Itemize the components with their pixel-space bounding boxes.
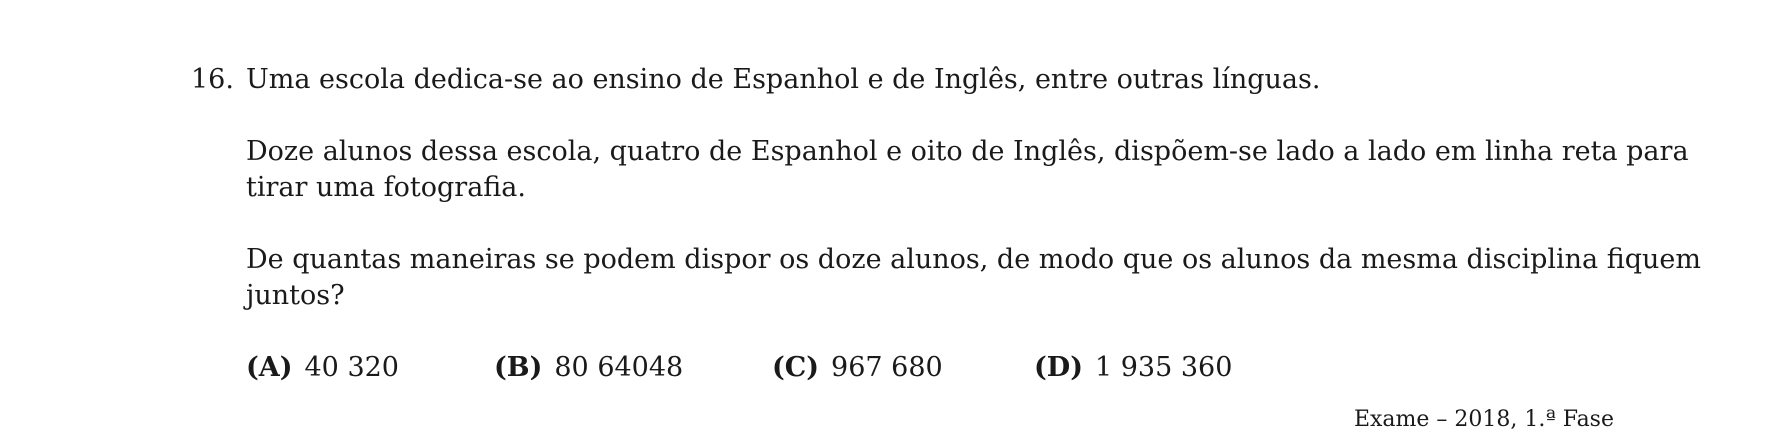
- exam-source: Exame – 2018, 1.ª Fase: [1353, 407, 1614, 432]
- option-c-value: 967 680: [831, 352, 943, 383]
- question-prompt: [246, 242, 1701, 314]
- option-d-letter: (D): [1034, 352, 1083, 383]
- option-d-value: 1 935 360: [1094, 352, 1233, 383]
- option-a-letter: (A): [246, 352, 293, 383]
- answer-options: [0, 350, 1785, 390]
- prompt-line-2: juntos?: [246, 280, 345, 311]
- context-line-2: tirar uma fotografia.: [246, 172, 526, 203]
- prompt-line-1: De quantas maneiras se podem dispor os doze alunos, de modo que os alunos da mesma disciplina fiquem: [246, 244, 1701, 275]
- option-b-letter: (B): [494, 352, 543, 383]
- question-intro: [246, 62, 1614, 98]
- context-line-1: Doze alunos dessa escola, quatro de Espanhol e oito de Inglês, dispõem-se lado a lado em linha reta para: [246, 136, 1689, 167]
- option-d[interactable]: [1034, 350, 1232, 386]
- question-number: 16.: [191, 64, 234, 95]
- option-c[interactable]: [772, 350, 943, 386]
- option-b[interactable]: [494, 350, 683, 386]
- intro-text: Uma escola dedica-se ao ensino de Espanhol e de Inglês, entre outras línguas.: [246, 64, 1321, 95]
- option-b-value: 80 64048: [554, 352, 684, 383]
- option-a[interactable]: [246, 350, 399, 386]
- option-a-value: 40 320: [304, 352, 399, 383]
- question-context: [246, 134, 1689, 206]
- option-c-letter: (C): [772, 352, 820, 383]
